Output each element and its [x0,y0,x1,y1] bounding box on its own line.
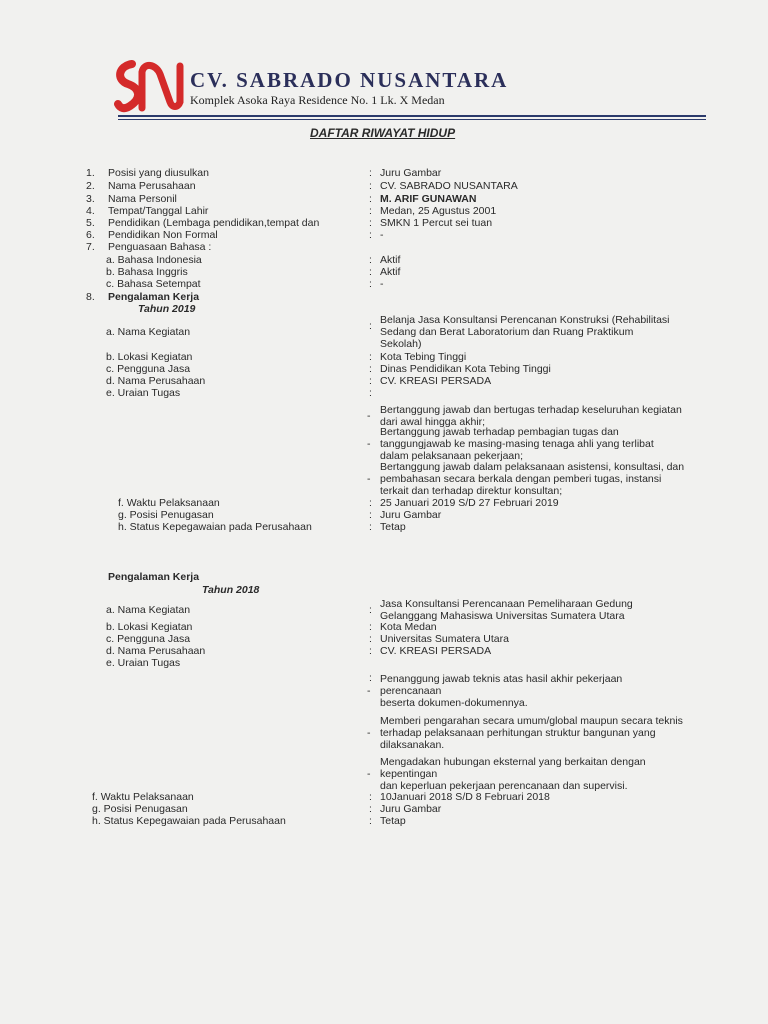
colon: : [369,645,372,657]
activity-label: a. Nama Kegiatan [106,604,191,616]
period-value: 25 Januari 2019 S/D 27 Februari 2019 [380,497,559,509]
location-value: Kota Tebing Tinggi [380,351,467,363]
task-line: Penanggung jawab teknis atas hasil akhir pekerjaan [380,673,623,685]
item-number: 5. [86,217,95,229]
tasks-label: e. Uraian Tugas [106,657,181,669]
client-label: c. Pengguna Jasa [106,363,191,375]
colon: : [369,509,372,521]
bullet-dash: - [367,768,371,780]
colon: : [369,521,372,533]
task-line: Memberi pengarahan secara umum/global maupun secara teknis [380,715,683,727]
personnel-name: M. ARIF GUNAWAN [380,193,477,205]
period-label: f. Waktu Pelaksanaan [92,791,194,803]
item-label: Posisi yang diusulkan [108,167,209,179]
activity-name-line: Jasa Konsultansi Perencanaan Pemeliharaan Gedung [380,598,633,610]
status-label: h. Status Kepegawaian pada Perusahaan [118,521,312,533]
language-label: a. Bahasa Indonesia [106,254,202,266]
item-label: Pendidikan (Lembaga pendidikan,tempat dan [108,217,320,229]
client-value: Universitas Sumatera Utara [380,633,509,645]
activity-label: a. Nama Kegiatan [106,326,191,338]
client-label: c. Pengguna Jasa [106,633,191,645]
bullet-dash: - [367,685,371,697]
item-label: Nama Personil [108,193,177,205]
task-line: perencanaan [380,685,442,697]
bullet-dash: - [367,727,371,739]
task-line: Mengadakan hubungan eksternal yang berkaitan dengan [380,756,646,768]
colon: : [369,217,372,229]
bullet-dash: - [367,473,371,485]
location-label: b. Lokasi Kegiatan [106,621,193,633]
company-value: CV. KREASI PERSADA [380,645,492,657]
colon: : [369,633,372,645]
colon: : [369,180,372,192]
document-title: DAFTAR RIWAYAT HIDUP [310,126,456,140]
item-number: 7. [86,241,95,253]
company-logo [112,58,184,116]
colon: : [369,791,372,803]
experience-year: Tahun 2019 [138,303,196,315]
colon: : [369,320,372,332]
company-label: d. Nama Perusahaan [106,375,206,387]
colon: : [369,497,372,509]
task-line: dari awal hingga akhir; [380,416,486,428]
item-number: 3. [86,193,95,205]
tasks-label: e. Uraian Tugas [106,387,181,399]
position-label: g. Posisi Penugasan [118,509,214,521]
colon: : [369,351,372,363]
item-value: CV. SABRADO NUSANTARA [380,180,518,192]
status-label: h. Status Kepegawaian pada Perusahaan [92,815,286,827]
task-line: dilaksanakan. [380,739,445,751]
colon: : [369,278,372,290]
task-line: Bertanggung jawab dan bertugas terhadap keseluruhan kegiatan [380,404,682,416]
item-number: 8. [86,291,95,303]
language-value: Aktif [380,254,401,266]
activity-name-line: Sekolah) [380,338,422,350]
header-rule-thin [118,119,706,120]
experience-heading: Pengalaman Kerja [108,291,200,303]
item-number: 6. [86,229,95,241]
status-value: Tetap [380,521,406,533]
company-address: Komplek Asoka Raya Residence No. 1 Lk. X Medan [190,93,445,107]
task-line: kepentingan [380,768,438,780]
task-line: dalam pelaksanaan pekerjaan; [380,450,524,462]
company-value: CV. KREASI PERSADA [380,375,492,387]
item-value: Medan, 25 Agustus 2001 [380,205,497,217]
language-label: c. Bahasa Setempat [106,278,201,290]
language-label: b. Bahasa Inggris [106,266,188,278]
bullet-dash: - [367,438,371,450]
item-number: 4. [86,205,95,217]
colon: : [369,167,372,179]
status-value: Tetap [380,815,406,827]
header-rule [118,115,706,117]
colon: : [369,672,372,684]
task-line: terkait dan terhadap direktur konsultan; [380,485,563,497]
task-line: pembahasan secara berkala dengan pemberi tugas, instansi [380,473,662,485]
colon: : [369,815,372,827]
task-line: dan keperluan pekerjaan perencanaan dan supervisi. [380,780,628,792]
task-line: Bertanggung jawab dalam pelaksanaan asistensi, konsultasi, dan [380,461,685,473]
colon: : [369,363,372,375]
location-value: Kota Medan [380,621,437,633]
period-label: f. Waktu Pelaksanaan [118,497,220,509]
colon: : [369,375,372,387]
item-value: SMKN 1 Percut sei tuan [380,217,493,229]
period-value: 10Januari 2018 S/D 8 Februari 2018 [380,791,550,803]
colon: : [369,254,372,266]
colon: : [369,803,372,815]
activity-name-line: Belanja Jasa Konsultansi Perencanan Konstruksi (Rehabilitasi [380,314,670,326]
position-value: Juru Gambar [380,509,442,521]
position-value: Juru Gambar [380,803,442,815]
company-name: CV. SABRADO NUSANTARA [190,68,509,92]
bullet-dash: - [367,410,371,422]
item-label: Pendidikan Non Formal [108,229,218,241]
language-value: Aktif [380,266,401,278]
company-label: d. Nama Perusahaan [106,645,206,657]
activity-name-line: Sedang dan Berat Laboratorium dan Ruang Praktikum [380,326,634,338]
colon: : [369,193,372,205]
item-label: Penguasaan Bahasa : [108,241,212,253]
task-line: Bertanggung jawab terhadap pembagian tugas dan [380,426,619,438]
item-label: Nama Perusahaan [108,180,196,192]
language-value: - [380,278,384,290]
activity-name-line: Gelanggang Mahasiswa Universitas Sumatera Utara [380,610,625,622]
colon: : [369,621,372,633]
item-number: 1. [86,167,95,179]
colon: : [369,604,372,616]
task-line: beserta dokumen-dokumennya. [380,697,528,709]
colon: : [369,205,372,217]
colon: : [369,266,372,278]
experience-heading: Pengalaman Kerja [108,571,200,583]
colon: : [369,387,372,399]
experience-year: Tahun 2018 [202,584,260,596]
task-line: terhadap pelaksanaan perhitungan struktur bangunan yang [380,727,656,739]
client-value: Dinas Pendidikan Kota Tebing Tinggi [380,363,551,375]
item-value: Juru Gambar [380,167,442,179]
item-value: - [380,229,384,241]
task-line: tanggungjawab ke masing-masing tenaga ahli yang terlibat [380,438,654,450]
item-number: 2. [86,180,95,192]
colon: : [369,229,372,241]
location-label: b. Lokasi Kegiatan [106,351,193,363]
position-label: g. Posisi Penugasan [92,803,188,815]
item-label: Tempat/Tanggal Lahir [108,205,209,217]
